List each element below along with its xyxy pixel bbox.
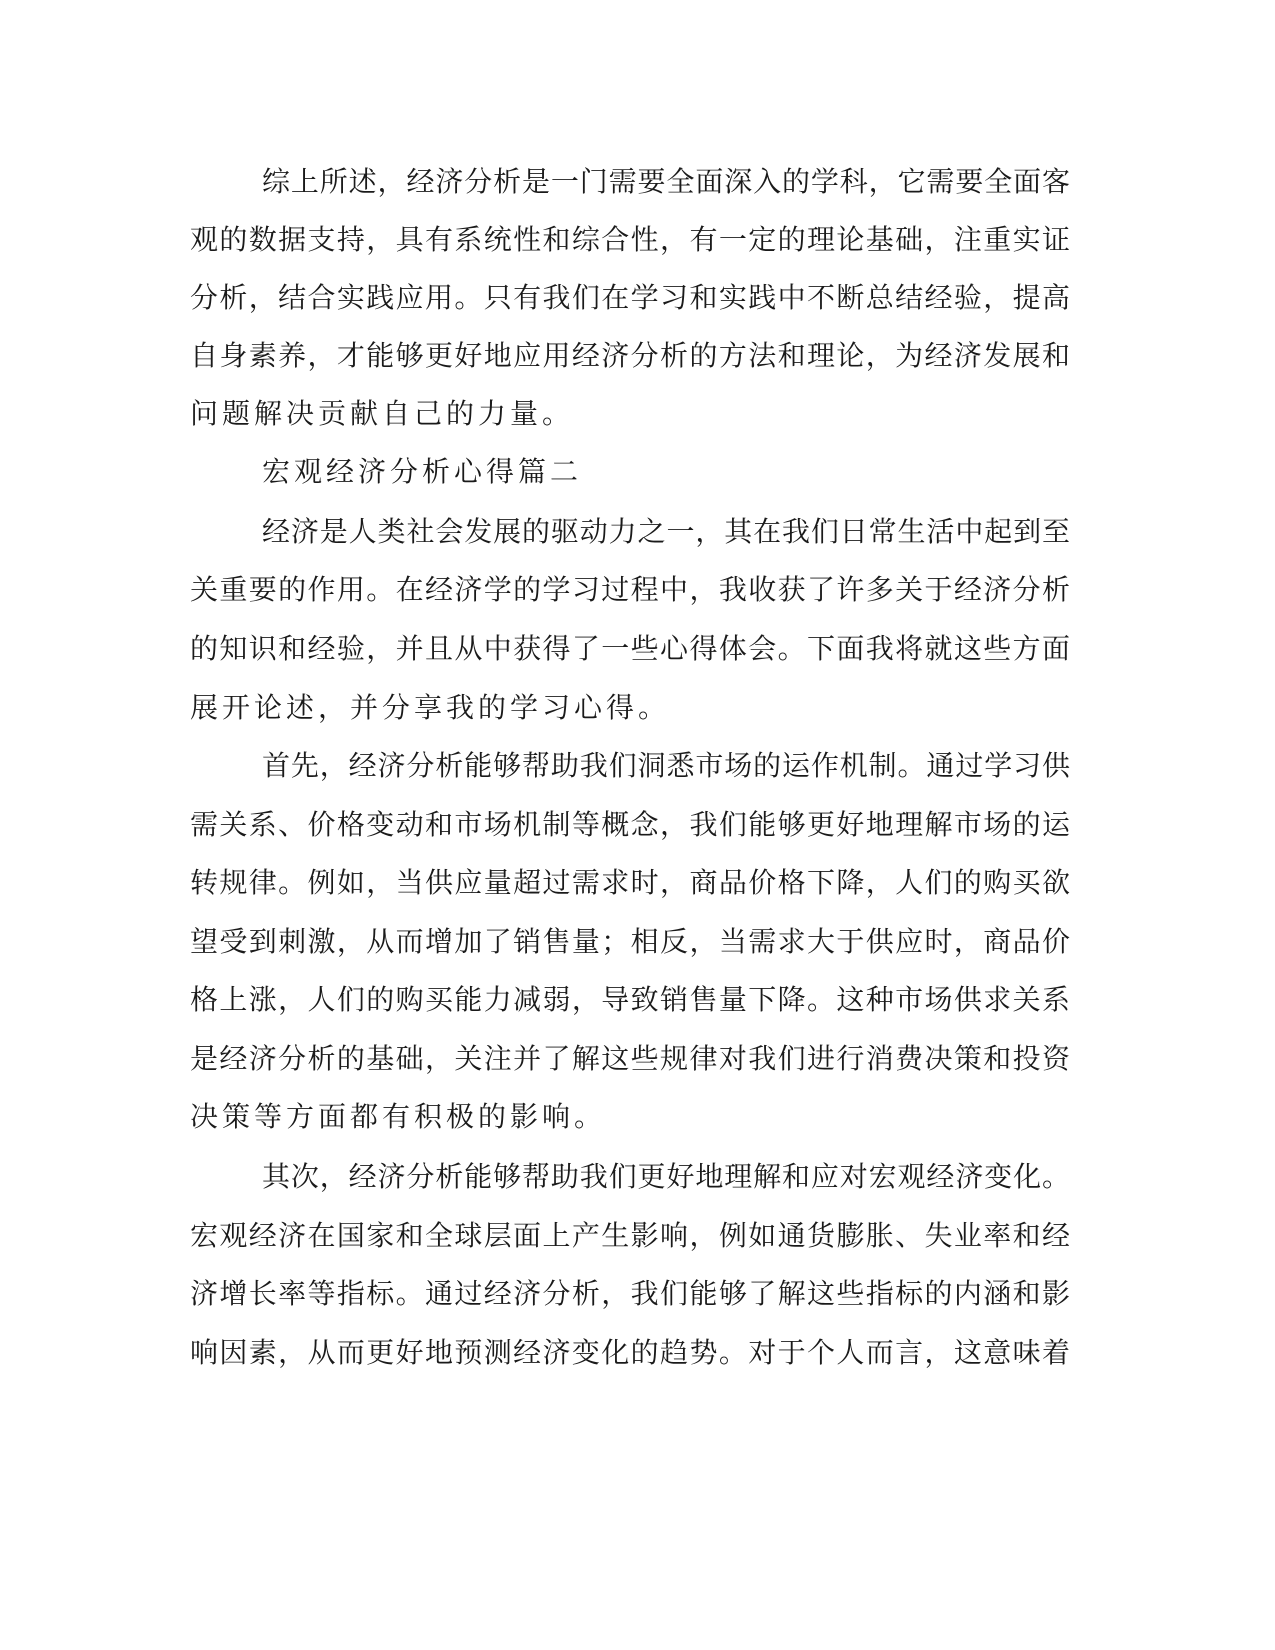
text-line: 分析，结合实践应用。只有我们在学习和实践中不断总结经验，提高 xyxy=(190,281,1070,314)
text-line: 经济是人类社会发展的驱动力之一，其在我们日常生活中起到至 xyxy=(262,515,1070,548)
text-line: 自身素养，才能够更好地应用经济分析的方法和理论，为经济发展和 xyxy=(190,339,1070,372)
text-line: 的知识和经验，并且从中获得了一些心得体会。下面我将就这些方面 xyxy=(190,632,1070,665)
text-line: 济增长率等指标。通过经济分析，我们能够了解这些指标的内涵和影 xyxy=(190,1277,1070,1310)
text-line: 观的数据支持，具有系统性和综合性，有一定的理论基础，注重实证 xyxy=(190,223,1070,256)
text-line: 综上所述，经济分析是一门需要全面深入的学科，它需要全面客 xyxy=(262,165,1070,198)
text-line: 问题解决贡献自己的力量。 xyxy=(190,397,575,430)
text-line: 需关系、价格变动和市场机制等概念，我们能够更好地理解市场的运 xyxy=(190,808,1070,841)
text-line: 转规律。例如，当供应量超过需求时，商品价格下降，人们的购买欲 xyxy=(190,866,1070,899)
text-line: 响因素，从而更好地预测经济变化的趋势。对于个人而言，这意味着 xyxy=(190,1336,1070,1369)
text-line: 是经济分析的基础，关注并了解这些规律对我们进行消费决策和投资 xyxy=(190,1042,1070,1075)
text-line: 关重要的作用。在经济学的学习过程中，我收获了许多关于经济分析 xyxy=(190,573,1070,606)
text-line: 决策等方面都有积极的影响。 xyxy=(190,1100,607,1133)
text-line: 展开论述，并分享我的学习心得。 xyxy=(190,691,671,724)
text-line: 望受到刺激，从而增加了销售量；相反，当需求大于供应时，商品价 xyxy=(190,925,1070,958)
text-line: 首先，经济分析能够帮助我们洞悉市场的运作机制。通过学习供 xyxy=(262,749,1070,782)
text-line: 其次，经济分析能够帮助我们更好地理解和应对宏观经济变化。 xyxy=(262,1160,1070,1193)
section-heading: 宏观经济分析心得篇二 xyxy=(262,455,583,488)
text-line: 格上涨，人们的购买能力减弱，导致销售量下降。这种市场供求关系 xyxy=(190,983,1070,1016)
text-line: 宏观经济在国家和全球层面上产生影响，例如通货膨胀、失业率和经 xyxy=(190,1219,1070,1252)
